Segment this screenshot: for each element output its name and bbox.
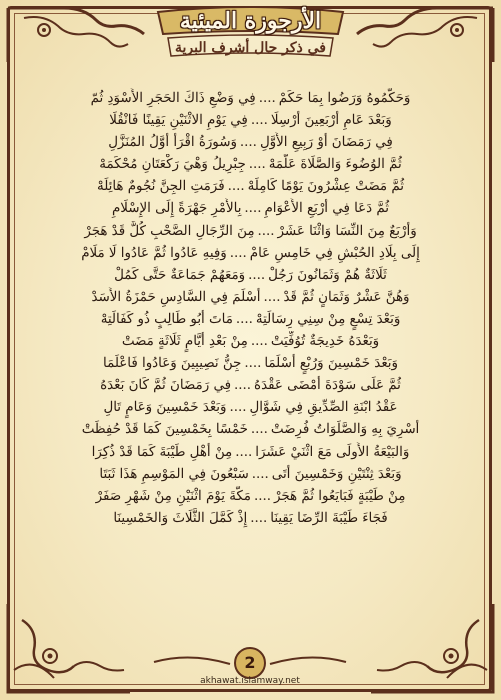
verse-first-hemistich: عَقْدُ ابْنَةِ الصِّدِّيقِ فِي شَوَّالِ — [249, 400, 398, 416]
verse-second-hemistich: أَسْلَمَ فِي السَّادِسِ حَمْزَةُ الأَسَدْ — [91, 289, 261, 305]
verse-first-hemistich: وَبَعْدَ ثِنْتَيْنِ وَخَمْسِينَ أَتَى — [271, 466, 402, 482]
verse-first-hemistich: ثُمَّ دَعَا فِي أَرْبَعِ الأَعْوَامِ — [264, 201, 390, 217]
verse-line — [40, 508, 461, 530]
verse-first-hemistich: وَبَعْدَ عَامِ أَرْبَعِينَ أُرْسِلَا — [270, 113, 392, 129]
verse-second-hemistich: بِالأَمْرِ جَهْرَةً إِلَى الإِسْلَامِ — [111, 201, 242, 217]
hemistich-separator: .... — [234, 378, 252, 394]
verse-first-hemistich: أُسْرِيَ بِهِ وَالصَّلَوَاتُ فُرِضَتْ — [270, 422, 420, 438]
hemistich-separator: .... — [253, 488, 271, 504]
hemistich-separator: .... — [250, 113, 268, 129]
verse-line — [40, 176, 461, 198]
verse-line — [40, 243, 461, 265]
verse-line — [40, 464, 461, 486]
verse-second-hemistich: مِنْ أَهْلِ طَيْبَةَ كَمَا قَدْ ذُكِرَا — [91, 444, 233, 460]
verse-second-hemistich: مَكَّةَ يَوْمَ اثْنَيْنِ مِنْ شَهْرِ صَفَرْ — [95, 488, 251, 504]
verse-first-hemistich: وَبَعْدَ تِسْعٍ مِنْ سِنِي رِسَالَتِهْ — [255, 311, 401, 327]
verse-second-hemistich: جِبْرِيلُ وَهْيَ رَكْعَتَانِ مُحْكَمَهْ — [99, 157, 246, 173]
verse-first-hemistich: وَحَكَّمُوهُ وَرَضُوا بِمَا حَكَمْ — [278, 91, 411, 106]
verse-line — [40, 419, 461, 441]
verse-line — [40, 442, 461, 464]
verse-second-hemistich: فِي رَمَضَانَ ثُمَّ كَانَ بَعْدَهُ — [100, 378, 232, 394]
site-url: akhawat.islamway.net — [200, 676, 300, 686]
verse-second-hemistich: سَبْعُونَ فِي المَوْسِمِ هَذَا ثَبَتَا — [99, 466, 249, 482]
verse-first-hemistich: مِنْ طَيْبَةٍ فَبَايَعُوا ثُمَّ هَجَرْ — [274, 488, 406, 504]
corner-ornament-top-left — [4, 4, 154, 66]
hemistich-separator: .... — [229, 400, 247, 416]
hemistich-separator: .... — [235, 311, 253, 327]
verse-line — [40, 88, 461, 110]
verse-line — [40, 110, 461, 132]
verse-second-hemistich: وَسُورَةُ اقْرَأْ أَوَّلُ المُنَزَّلِ — [108, 135, 237, 151]
hemistich-separator: .... — [248, 267, 266, 283]
verse-line — [40, 331, 461, 353]
verse-line — [40, 154, 461, 176]
verse-second-hemistich: وَفِيهِ عَادُوا ثُمَّ عَادُوا لَا مَلَامْ — [81, 245, 227, 261]
hemistich-separator: .... — [244, 201, 262, 217]
verse-first-hemistich: وَبَعْدَهُ خَدِيجَةٌ تُوُفِّيَتْ — [270, 334, 380, 350]
verse-line — [40, 265, 461, 287]
hemistich-separator: .... — [251, 466, 269, 482]
verse-line — [40, 132, 461, 154]
hemistich-separator: .... — [239, 135, 257, 151]
poem-subtitle: في ذكر حال أشرف البرية — [175, 40, 326, 56]
corner-ornament-bottom-right — [367, 600, 497, 696]
hemistich-separator: .... — [250, 510, 268, 526]
title-banner — [148, 4, 353, 60]
verse-line — [40, 486, 461, 508]
verse-first-hemistich: إِلَى بِلَادِ الحُبْشِ فِي خَامِسِ عَامْ — [249, 245, 420, 261]
verse-first-hemistich: ثُمَّ عَلَى سَوْدَةَ أَمْضَى عَقْدَهُ — [254, 378, 401, 394]
hemistich-separator: .... — [229, 245, 247, 261]
page-number-badge: 2 — [234, 647, 266, 679]
verse-first-hemistich: وَالبَيْعَةُ الأُولَى مَعَ اثْنَيْ عَشَرَا — [255, 444, 410, 460]
verse-first-hemistich: وَبَعْدَ خَمْسِينَ وَرُبْعٍ أَسْلَمَا — [264, 356, 398, 372]
verse-second-hemistich: مَاتَ أَبُو طَالِبٍ ذُو كَفَالَتِهْ — [100, 311, 233, 327]
verse-first-hemistich: ثُمَّ مَضَتْ عِشْرُونَ يَوْمًا كَامِلَهْ — [247, 179, 404, 195]
verse-second-hemistich: فِي وَضْعِ ذَاكَ الحَجَرِ الأَسْوَدِ ثُمّ — [90, 91, 256, 106]
verse-second-hemistich: فِي يَوْمِ الاثْنَيْنِ يَقِينًا فَانْقُلَا — [109, 113, 248, 129]
hemistich-separator: .... — [258, 91, 276, 106]
verse-first-hemistich: وَهُنَّ عَشْرٌ وَثَمَانٍ ثُمَّ قَدْ — [283, 289, 410, 305]
hemistich-separator: .... — [227, 179, 245, 195]
hemistich-separator: .... — [244, 356, 262, 372]
verse-list — [40, 88, 461, 530]
hemistich-separator: .... — [250, 334, 268, 350]
verse-second-hemistich: وَمَعَهُمْ جَمَاعَةٌ حَتَّى كَمُلْ — [114, 267, 246, 283]
verse-line — [40, 198, 461, 220]
verse-first-hemistich: ثَلَاثَةٌ هُمْ وَثَمَانُونَ رَجُلْ — [268, 267, 387, 283]
verse-first-hemistich: وَأَرْبَعٌ مِنَ النِّسَا وَاثْنَا عَشَرْ — [277, 223, 417, 239]
verse-line — [40, 309, 461, 331]
hemistich-separator: .... — [250, 422, 268, 438]
corner-ornament-bottom-left — [4, 600, 134, 696]
verse-first-hemistich: فِي رَمَضَانَ أَوْ رَبِيعِ الأَوَّلِ — [259, 135, 393, 151]
verse-first-hemistich: فَجَاءَ طَيْبَةَ الرِّضَا يَقِينَا — [270, 510, 388, 526]
verse-second-hemistich: فَرَمَتِ الجِنَّ نُجُومٌ هَائِلَهْ — [97, 179, 225, 195]
verse-second-hemistich: وَبَعْدَ خَمْسِينَ وَعَامٍ تَالِ — [103, 400, 227, 416]
verse-second-hemistich: مِنْ بَعْدِ أَيَّامٍ ثَلَاثَةٍ مَضَتْ — [121, 334, 248, 350]
hemistich-separator: .... — [235, 444, 253, 460]
verse-line — [40, 353, 461, 375]
verse-line — [40, 287, 461, 309]
verse-second-hemistich: خَمْسًا بِخَمْسِينَ كَمَا قَدْ حُفِظَتْ — [81, 422, 248, 438]
verse-line — [40, 375, 461, 397]
verse-line — [40, 397, 461, 419]
hemistich-separator: .... — [248, 157, 266, 173]
corner-ornament-top-right — [347, 4, 497, 66]
verse-first-hemistich: ثُمَّ الوُضُوءَ وَالصَّلَاةَ عَلَّمَهْ — [268, 157, 402, 173]
hemistich-separator: .... — [263, 289, 281, 305]
verse-second-hemistich: مِنَ الرِّجَالِ الصَّحْبِ كُلٌّ قَدْ هَجَرْ — [84, 223, 255, 239]
hemistich-separator: .... — [257, 223, 275, 239]
verse-second-hemistich: إِذْ كَمَّلَ الثَّلَاثَ وَالخَمْسِينَا — [113, 510, 248, 526]
poem-title: الأرجوزة الميئية — [179, 8, 322, 34]
verse-line — [40, 221, 461, 243]
verse-second-hemistich: جِنُّ نَصِيبِينَ وَعَادُوا فَاعْلَمَا — [103, 356, 242, 372]
